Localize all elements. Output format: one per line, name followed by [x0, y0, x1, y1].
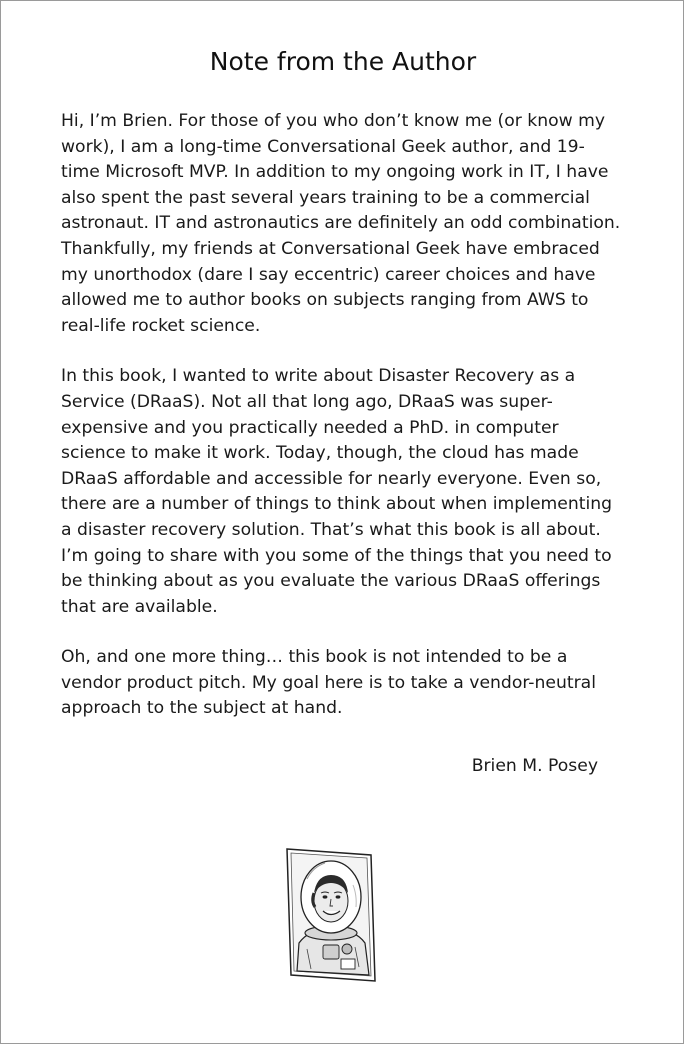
paragraph-book-topic: In this book, I wanted to write about Disaster Recovery as a Service (DRaaS). Not all that long ago, DRaaS was super-expensive and you practically needed a PhD. in computer science to make it work. Today, though, the cloud has made DRaaS affordable and accessible for nearly everyone. Even so, there are a number of things to think about when implementing a disaster recovery solution. That’s what this book is all about. I’m going to share with you some of the things that you need to be thinking about as you evaluate the various DRaaS offerings that are available. [61, 366, 613, 617]
note-body [61, 109, 621, 747]
author-signature: Brien M. Posey [471, 756, 598, 776]
paragraph-vendor-neutral: Oh, and one more thing… this book is not intended to be a vendor product pitch. My goal here is to take a vendor-neutral approach to the subject at hand. [61, 647, 596, 719]
paragraph-intro: Hi, I’m Brien. For those of you who don’t know me (or know my work), I am a long-time Conversational Geek author, and 19-time Microsoft MVP. In addition to my ongoing work in IT, I have also spent the past several years training to be a commercial astronaut. IT and astronautics are definitely an odd combination. Thankfully, my friends at Conversational Geek have embraced my unorthodox (dare I say eccentric) career choices and have allowed me to author books on subjects ranging from AWS to real-life rocket science. [61, 111, 621, 336]
page-title: Note from the Author [209, 47, 477, 76]
astronaut-portrait-icon [283, 845, 379, 985]
